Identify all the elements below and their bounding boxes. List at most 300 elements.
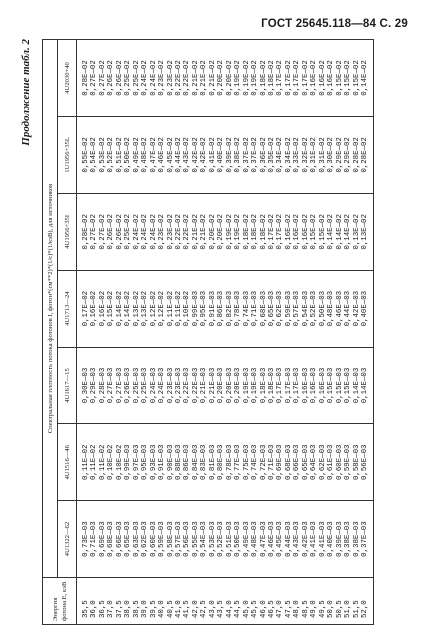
value-cell: 0,59E—03 (285, 270, 293, 347)
value-cell: 0,48E—02 (141, 116, 149, 193)
value-cell: 0,18E—03 (260, 347, 268, 424)
value-cell: 0,22E—03 (192, 347, 200, 424)
value-cell: 0,74E—03 (243, 270, 251, 347)
value-cell: 0,71E—03 (268, 424, 276, 501)
value-cell: 0,69E—03 (276, 424, 284, 501)
value-cell: 0,49E—03 (243, 501, 251, 578)
source-header: 4U1956+35I (58, 193, 77, 270)
value-cell: 0,90E—03 (167, 424, 175, 501)
source-header: 4U1713—24 (58, 270, 77, 347)
value-cell: 0,99E—03 (124, 424, 132, 501)
rotated-table-area (20, 35, 400, 625)
table-row (217, 40, 225, 625)
value-cell: 0,14E—02 (327, 193, 335, 270)
energy-cell: 46,5 (268, 578, 276, 625)
value-cell: 0,16E—03 (319, 347, 327, 424)
value-cell: 0,21E—02 (200, 193, 208, 270)
value-cell: 0,30E—02 (327, 116, 335, 193)
value-cell: 0,11E—02 (167, 270, 175, 347)
value-cell: 0,22E—02 (183, 40, 191, 117)
value-cell: 0,42E—02 (200, 116, 208, 193)
energy-cell: 48,5 (302, 578, 310, 625)
value-cell: 0,31E—02 (310, 116, 318, 193)
value-cell: 0,17E—02 (268, 193, 276, 270)
value-cell: 0,24E—02 (150, 40, 158, 117)
table-row (192, 40, 200, 625)
value-cell: 0,32E—02 (302, 116, 310, 193)
value-cell: 0,18E—02 (268, 40, 276, 117)
table-row (124, 40, 132, 625)
value-cell: 0,16E—02 (319, 40, 327, 117)
value-cell: 0,17E—03 (293, 347, 301, 424)
value-cell: 0,19E—02 (234, 193, 242, 270)
value-cell: 0,14E—02 (361, 40, 374, 117)
table-body (77, 40, 374, 625)
value-cell: 0,16E—02 (310, 40, 318, 117)
value-cell: 0,81E—03 (209, 424, 217, 501)
value-cell: 0,24E—02 (133, 193, 141, 270)
value-cell: 0,27E—02 (99, 193, 107, 270)
value-cell: 0,15E—03 (344, 347, 352, 424)
value-cell: 0,17E—02 (293, 40, 301, 117)
energy-cell: 40,5 (167, 578, 175, 625)
value-cell: 0,73E—03 (77, 501, 91, 578)
value-cell: 0,40E—03 (361, 270, 374, 347)
value-cell: 0,23E—03 (167, 347, 175, 424)
value-cell: 0,52E—03 (310, 270, 318, 347)
value-cell: 0,17E—02 (302, 40, 310, 117)
table-row (209, 40, 217, 625)
table-row (90, 40, 98, 625)
value-cell: 0,23E—02 (167, 40, 175, 117)
table-row (150, 40, 158, 625)
value-cell: 0,62E—03 (141, 501, 149, 578)
energy-cell: 35,5 (77, 578, 91, 625)
table-row (336, 40, 344, 625)
table-row (319, 40, 327, 625)
value-cell: 0,27E—03 (107, 347, 115, 424)
value-cell: 0,47E—02 (150, 116, 158, 193)
value-cell: 0,19E—02 (243, 40, 251, 117)
value-cell: 0,57E—03 (175, 501, 183, 578)
value-cell: 0,65E—03 (302, 424, 310, 501)
table-row (361, 40, 374, 625)
value-cell: 0,61E—03 (327, 424, 335, 501)
value-cell: 0,40E—02 (217, 116, 225, 193)
value-cell: 0,14E—02 (116, 270, 124, 347)
value-cell: 0,37E—02 (243, 116, 251, 193)
table-row (99, 40, 107, 625)
value-cell: 0,22E—03 (183, 347, 191, 424)
energy-cell: 51,0 (344, 578, 352, 625)
value-cell: 0,78E—03 (226, 424, 234, 501)
value-cell: 0,99E—03 (192, 270, 200, 347)
value-cell: 0,15E—03 (336, 347, 344, 424)
value-cell: 0,23E—02 (167, 193, 175, 270)
value-cell: 0,14E—02 (124, 270, 132, 347)
value-cell: 0,93E—03 (150, 424, 158, 501)
value-cell: 0,10E—02 (183, 270, 191, 347)
value-cell: 0,18E—02 (260, 40, 268, 117)
value-cell: 0,14E—03 (361, 347, 374, 424)
value-cell: 0,35E—02 (268, 116, 276, 193)
value-cell: 0,28E—02 (361, 116, 374, 193)
value-cell: 0,31E—02 (319, 116, 327, 193)
value-cell: 0,16E—02 (285, 193, 293, 270)
table-row (226, 40, 234, 625)
value-cell: 0,15E—03 (327, 347, 335, 424)
value-cell: 0,66E—03 (116, 501, 124, 578)
value-cell: 0,25E—02 (133, 40, 141, 117)
value-cell: 0,75E—03 (243, 424, 251, 501)
value-cell: 0,16E—02 (327, 40, 335, 117)
value-cell: 0,84E—03 (192, 424, 200, 501)
value-cell: 0,49E—02 (133, 116, 141, 193)
value-cell: 0,11E—02 (99, 424, 107, 501)
table-row (77, 40, 91, 625)
value-cell: 0,34E—02 (285, 116, 293, 193)
energy-cell: 40,0 (158, 578, 166, 625)
value-cell: 0,33E—02 (293, 116, 301, 193)
page-header: ГОСТ 25645.118—84 С. 29 (261, 18, 408, 30)
value-cell: 0,25E—03 (141, 347, 149, 424)
value-cell: 0,52E—02 (107, 116, 115, 193)
value-cell: 0,11E—02 (175, 270, 183, 347)
value-cell: 0,10E—02 (116, 424, 124, 501)
value-cell: 0,24E—02 (150, 193, 158, 270)
table-row (107, 40, 115, 625)
value-cell: 0,26E—02 (107, 40, 115, 117)
value-cell: 0,43E—02 (183, 116, 191, 193)
energy-cell: 43,0 (209, 578, 217, 625)
value-cell: 0,22E—02 (175, 193, 183, 270)
value-cell: 0,44E—03 (344, 270, 352, 347)
value-cell: 0,23E—02 (158, 40, 166, 117)
value-cell: 0,58E—03 (167, 501, 175, 578)
value-cell: 0,55E—02 (77, 116, 91, 193)
value-cell: 0,21E—02 (200, 40, 208, 117)
table-row (141, 40, 149, 625)
value-cell: 0,15E—02 (107, 270, 115, 347)
value-cell: 0,48E—03 (327, 270, 335, 347)
value-cell: 0,13E—02 (141, 270, 149, 347)
value-cell: 0,91E—03 (158, 424, 166, 501)
value-cell: 0,18E—02 (251, 193, 259, 270)
value-cell: 0,19E—03 (243, 347, 251, 424)
energy-cell: 37,0 (107, 578, 115, 625)
energy-cell: 44,5 (234, 578, 242, 625)
energy-cell: 47,5 (285, 578, 293, 625)
value-cell: 0,53E—02 (99, 116, 107, 193)
value-cell: 0,29E—03 (90, 347, 98, 424)
value-cell: 0,22E—02 (183, 193, 191, 270)
value-cell: 0,71E—03 (251, 270, 259, 347)
value-cell: 0,47E—03 (260, 501, 268, 578)
value-cell: 0,19E—02 (234, 40, 242, 117)
value-cell: 0,20E—03 (217, 347, 225, 424)
value-cell: 0,16E—02 (302, 193, 310, 270)
value-cell: 0,17E—02 (285, 40, 293, 117)
energy-cell: 45,0 (243, 578, 251, 625)
energy-cell: 36,5 (99, 578, 107, 625)
value-cell: 0,41E—03 (319, 501, 327, 578)
value-cell: 0,25E—03 (133, 347, 141, 424)
value-cell: 0,23E—02 (158, 193, 166, 270)
value-cell: 0,21E—02 (209, 40, 217, 117)
table-row (183, 40, 191, 625)
value-cell: 0,82E—03 (226, 270, 234, 347)
value-cell: 0,18E—02 (260, 193, 268, 270)
value-cell: 0,41E—02 (209, 116, 217, 193)
energy-cell: 41,5 (183, 578, 191, 625)
value-cell: 0,23E—03 (175, 347, 183, 424)
energy-cell: 45,5 (251, 578, 259, 625)
table-row (327, 40, 335, 625)
energy-cell: 38,5 (133, 578, 141, 625)
spectral-density-table (42, 39, 374, 625)
value-cell: 0,16E—02 (293, 193, 301, 270)
energy-cell: 41,0 (175, 578, 183, 625)
value-cell: 0,69E—03 (99, 501, 107, 578)
value-cell: 0,58E—03 (353, 424, 361, 501)
energy-cell: 42,5 (200, 578, 208, 625)
value-cell: 0,38E—03 (344, 501, 352, 578)
value-cell: 0,20E—02 (226, 40, 234, 117)
value-cell: 0,57E—03 (293, 270, 301, 347)
value-cell: 0,95E—03 (141, 424, 149, 501)
energy-cell: 43,5 (217, 578, 225, 625)
table-row (158, 40, 166, 625)
energy-cell: 48,0 (293, 578, 301, 625)
value-cell: 0,24E—02 (141, 40, 149, 117)
value-cell: 0,11E—02 (90, 424, 98, 501)
value-cell: 0,17E—03 (285, 347, 293, 424)
value-cell: 0,56E—03 (183, 501, 191, 578)
value-cell: 0,16E—03 (302, 347, 310, 424)
table-row (243, 40, 251, 625)
value-cell: 0,39E—02 (226, 116, 234, 193)
value-cell: 0,21E—02 (192, 40, 200, 117)
table-row (302, 40, 310, 625)
value-cell: 0,12E—02 (158, 270, 166, 347)
value-cell: 0,68E—03 (260, 270, 268, 347)
table-row (344, 40, 352, 625)
value-cell: 0,38E—02 (234, 116, 242, 193)
value-cell: 0,27E—02 (99, 40, 107, 117)
value-cell: 0,83E—03 (200, 424, 208, 501)
value-cell: 0,97E—03 (133, 424, 141, 501)
value-cell: 0,53E—03 (209, 501, 217, 578)
energy-cell: 51,5 (353, 578, 361, 625)
value-cell: 0,21E—02 (192, 193, 200, 270)
value-cell: 0,56E—03 (361, 424, 374, 501)
value-cell: 0,13E—02 (361, 193, 374, 270)
value-cell: 0,20E—03 (234, 347, 242, 424)
value-cell: 0,24E—02 (141, 193, 149, 270)
value-cell: 0,17E—03 (276, 347, 284, 424)
energy-cell: 49,5 (319, 578, 327, 625)
value-cell: 0,25E—02 (124, 40, 132, 117)
value-cell: 0,66E—03 (293, 424, 301, 501)
value-cell: 0,78E—03 (234, 270, 242, 347)
value-cell: 0,28E—02 (77, 193, 91, 270)
value-cell: 0,80E—03 (217, 424, 225, 501)
value-cell: 0,74E—03 (251, 424, 259, 501)
value-cell: 0,28E—03 (99, 347, 107, 424)
value-cell: 0,50E—03 (234, 501, 242, 578)
value-cell: 0,68E—03 (107, 501, 115, 578)
value-cell: 0,68E—03 (285, 424, 293, 501)
value-cell: 0,10E—02 (107, 424, 115, 501)
value-cell: 0,19E—02 (226, 193, 234, 270)
value-cell: 0,62E—03 (319, 424, 327, 501)
table-row (116, 40, 124, 625)
source-header: 4U1322—62 (58, 501, 77, 578)
value-cell: 0,20E—02 (217, 40, 225, 117)
energy-cell: 42,0 (192, 578, 200, 625)
value-cell: 0,51E—03 (226, 501, 234, 578)
value-cell: 0,22E—02 (175, 40, 183, 117)
value-cell: 0,11E—02 (77, 424, 91, 501)
table-row (175, 40, 183, 625)
value-cell: 0,16E—02 (99, 270, 107, 347)
value-cell: 0,19E—03 (251, 347, 259, 424)
energy-cell: 47,0 (276, 578, 284, 625)
value-cell: 0,72E—03 (260, 424, 268, 501)
value-cell: 0,71E—03 (90, 501, 98, 578)
value-cell: 0,27E—02 (90, 193, 98, 270)
value-cell: 0,14E—03 (353, 347, 361, 424)
energy-cell: 39,5 (150, 578, 158, 625)
value-cell: 0,13E—02 (133, 270, 141, 347)
energy-cell: 36,0 (90, 578, 98, 625)
value-cell: 0,54E—03 (302, 270, 310, 347)
value-cell: 0,36E—02 (260, 116, 268, 193)
value-cell: 0,46E—03 (268, 501, 276, 578)
value-cell: 0,62E—03 (276, 270, 284, 347)
value-cell: 0,45E—02 (167, 116, 175, 193)
value-cell: 0,38E—03 (353, 501, 361, 578)
value-cell: 0,44E—03 (285, 501, 293, 578)
value-cell: 0,26E—03 (124, 347, 132, 424)
value-cell: 0,21E—03 (200, 347, 208, 424)
value-cell: 0,50E—03 (319, 270, 327, 347)
value-cell: 0,50E—02 (124, 116, 132, 193)
energy-cell: 39,0 (141, 578, 149, 625)
value-cell: 0,64E—03 (310, 424, 318, 501)
value-cell: 0,19E—02 (251, 40, 259, 117)
value-cell: 0,63E—03 (133, 501, 141, 578)
table-row (200, 40, 208, 625)
table-row (310, 40, 318, 625)
source-header: 4U1516—46 (58, 424, 77, 501)
table-row (167, 40, 175, 625)
energy-column-header: Энергия фотона Е, кэВ (43, 578, 77, 625)
value-cell: 0,59E—03 (158, 501, 166, 578)
value-cell: 0,91E—03 (209, 270, 217, 347)
energy-cell: 50,5 (336, 578, 344, 625)
value-cell: 0,77E—03 (234, 424, 242, 501)
value-cell: 0,44E—02 (175, 116, 183, 193)
value-cell: 0,60E—03 (336, 424, 344, 501)
table-row (353, 40, 361, 625)
value-cell: 0,18E—02 (243, 193, 251, 270)
value-cell: 0,15E—02 (319, 193, 327, 270)
table-row (133, 40, 141, 625)
value-cell: 0,55E—03 (192, 501, 200, 578)
energy-cell: 37,5 (116, 578, 124, 625)
value-cell: 0,16E—02 (90, 270, 98, 347)
table-row (251, 40, 259, 625)
value-cell: 0,60E—03 (150, 501, 158, 578)
value-cell: 0,39E—03 (336, 501, 344, 578)
source-header: 1U1956+35L (58, 116, 77, 193)
value-cell: 0,15E—02 (336, 40, 344, 117)
value-cell: 0,15E—02 (310, 193, 318, 270)
table-row (234, 40, 242, 625)
table-continuation-label: Продолжение табл. 2 (20, 39, 32, 146)
table-row (276, 40, 284, 625)
value-cell: 0,34E—02 (276, 116, 284, 193)
table-row (260, 40, 268, 625)
energy-cell: 52,0 (361, 578, 374, 625)
energy-cell: 38,0 (124, 578, 132, 625)
value-cell: 0,65E—03 (124, 501, 132, 578)
value-cell: 0,86E—03 (183, 424, 191, 501)
table-row (285, 40, 293, 625)
energy-cell: 50,0 (327, 578, 335, 625)
value-cell: 0,95E—03 (200, 270, 208, 347)
value-cell: 0,59E—03 (344, 424, 352, 501)
value-cell: 0,26E—02 (116, 40, 124, 117)
value-cell: 0,45E—03 (276, 501, 284, 578)
value-cell: 0,20E—02 (209, 193, 217, 270)
value-cell: 0,25E—02 (124, 193, 132, 270)
value-cell: 0,88E—03 (175, 424, 183, 501)
value-cell: 0,26E—02 (116, 193, 124, 270)
value-cell: 0,42E—03 (302, 501, 310, 578)
value-cell: 0,30E—03 (77, 347, 91, 424)
value-cell: 0,12E—02 (150, 270, 158, 347)
value-cell: 0,37E—03 (361, 501, 374, 578)
value-cell: 0,28E—02 (353, 116, 361, 193)
value-cell: 0,14E—02 (344, 193, 352, 270)
value-cell: 0,46E—03 (336, 270, 344, 347)
value-cell: 0,43E—03 (293, 501, 301, 578)
value-cell: 0,13E—02 (353, 193, 361, 270)
value-cell: 0,15E—02 (344, 40, 352, 117)
source-header: 4U1617—15 (58, 347, 77, 424)
value-cell: 0,27E—03 (116, 347, 124, 424)
value-cell: 0,20E—03 (226, 347, 234, 424)
value-cell: 0,24E—03 (158, 347, 166, 424)
value-cell: 0,17E—02 (276, 40, 284, 117)
value-cell: 0,52E—03 (217, 501, 225, 578)
value-cell: 0,26E—02 (107, 193, 115, 270)
table-row (293, 40, 301, 625)
value-cell: 0,41E—03 (310, 501, 318, 578)
value-cell: 0,17E—02 (77, 270, 91, 347)
value-cell: 0,42E—02 (192, 116, 200, 193)
value-cell: 0,46E—02 (158, 116, 166, 193)
value-cell: 0,18E—03 (268, 347, 276, 424)
value-cell: 0,86E—03 (217, 270, 225, 347)
value-cell: 0,14E—02 (336, 193, 344, 270)
value-cell: 0,40E—03 (327, 501, 335, 578)
energy-cell: 46,0 (260, 578, 268, 625)
value-cell: 0,42E—03 (353, 270, 361, 347)
value-cell: 0,21E—03 (209, 347, 217, 424)
